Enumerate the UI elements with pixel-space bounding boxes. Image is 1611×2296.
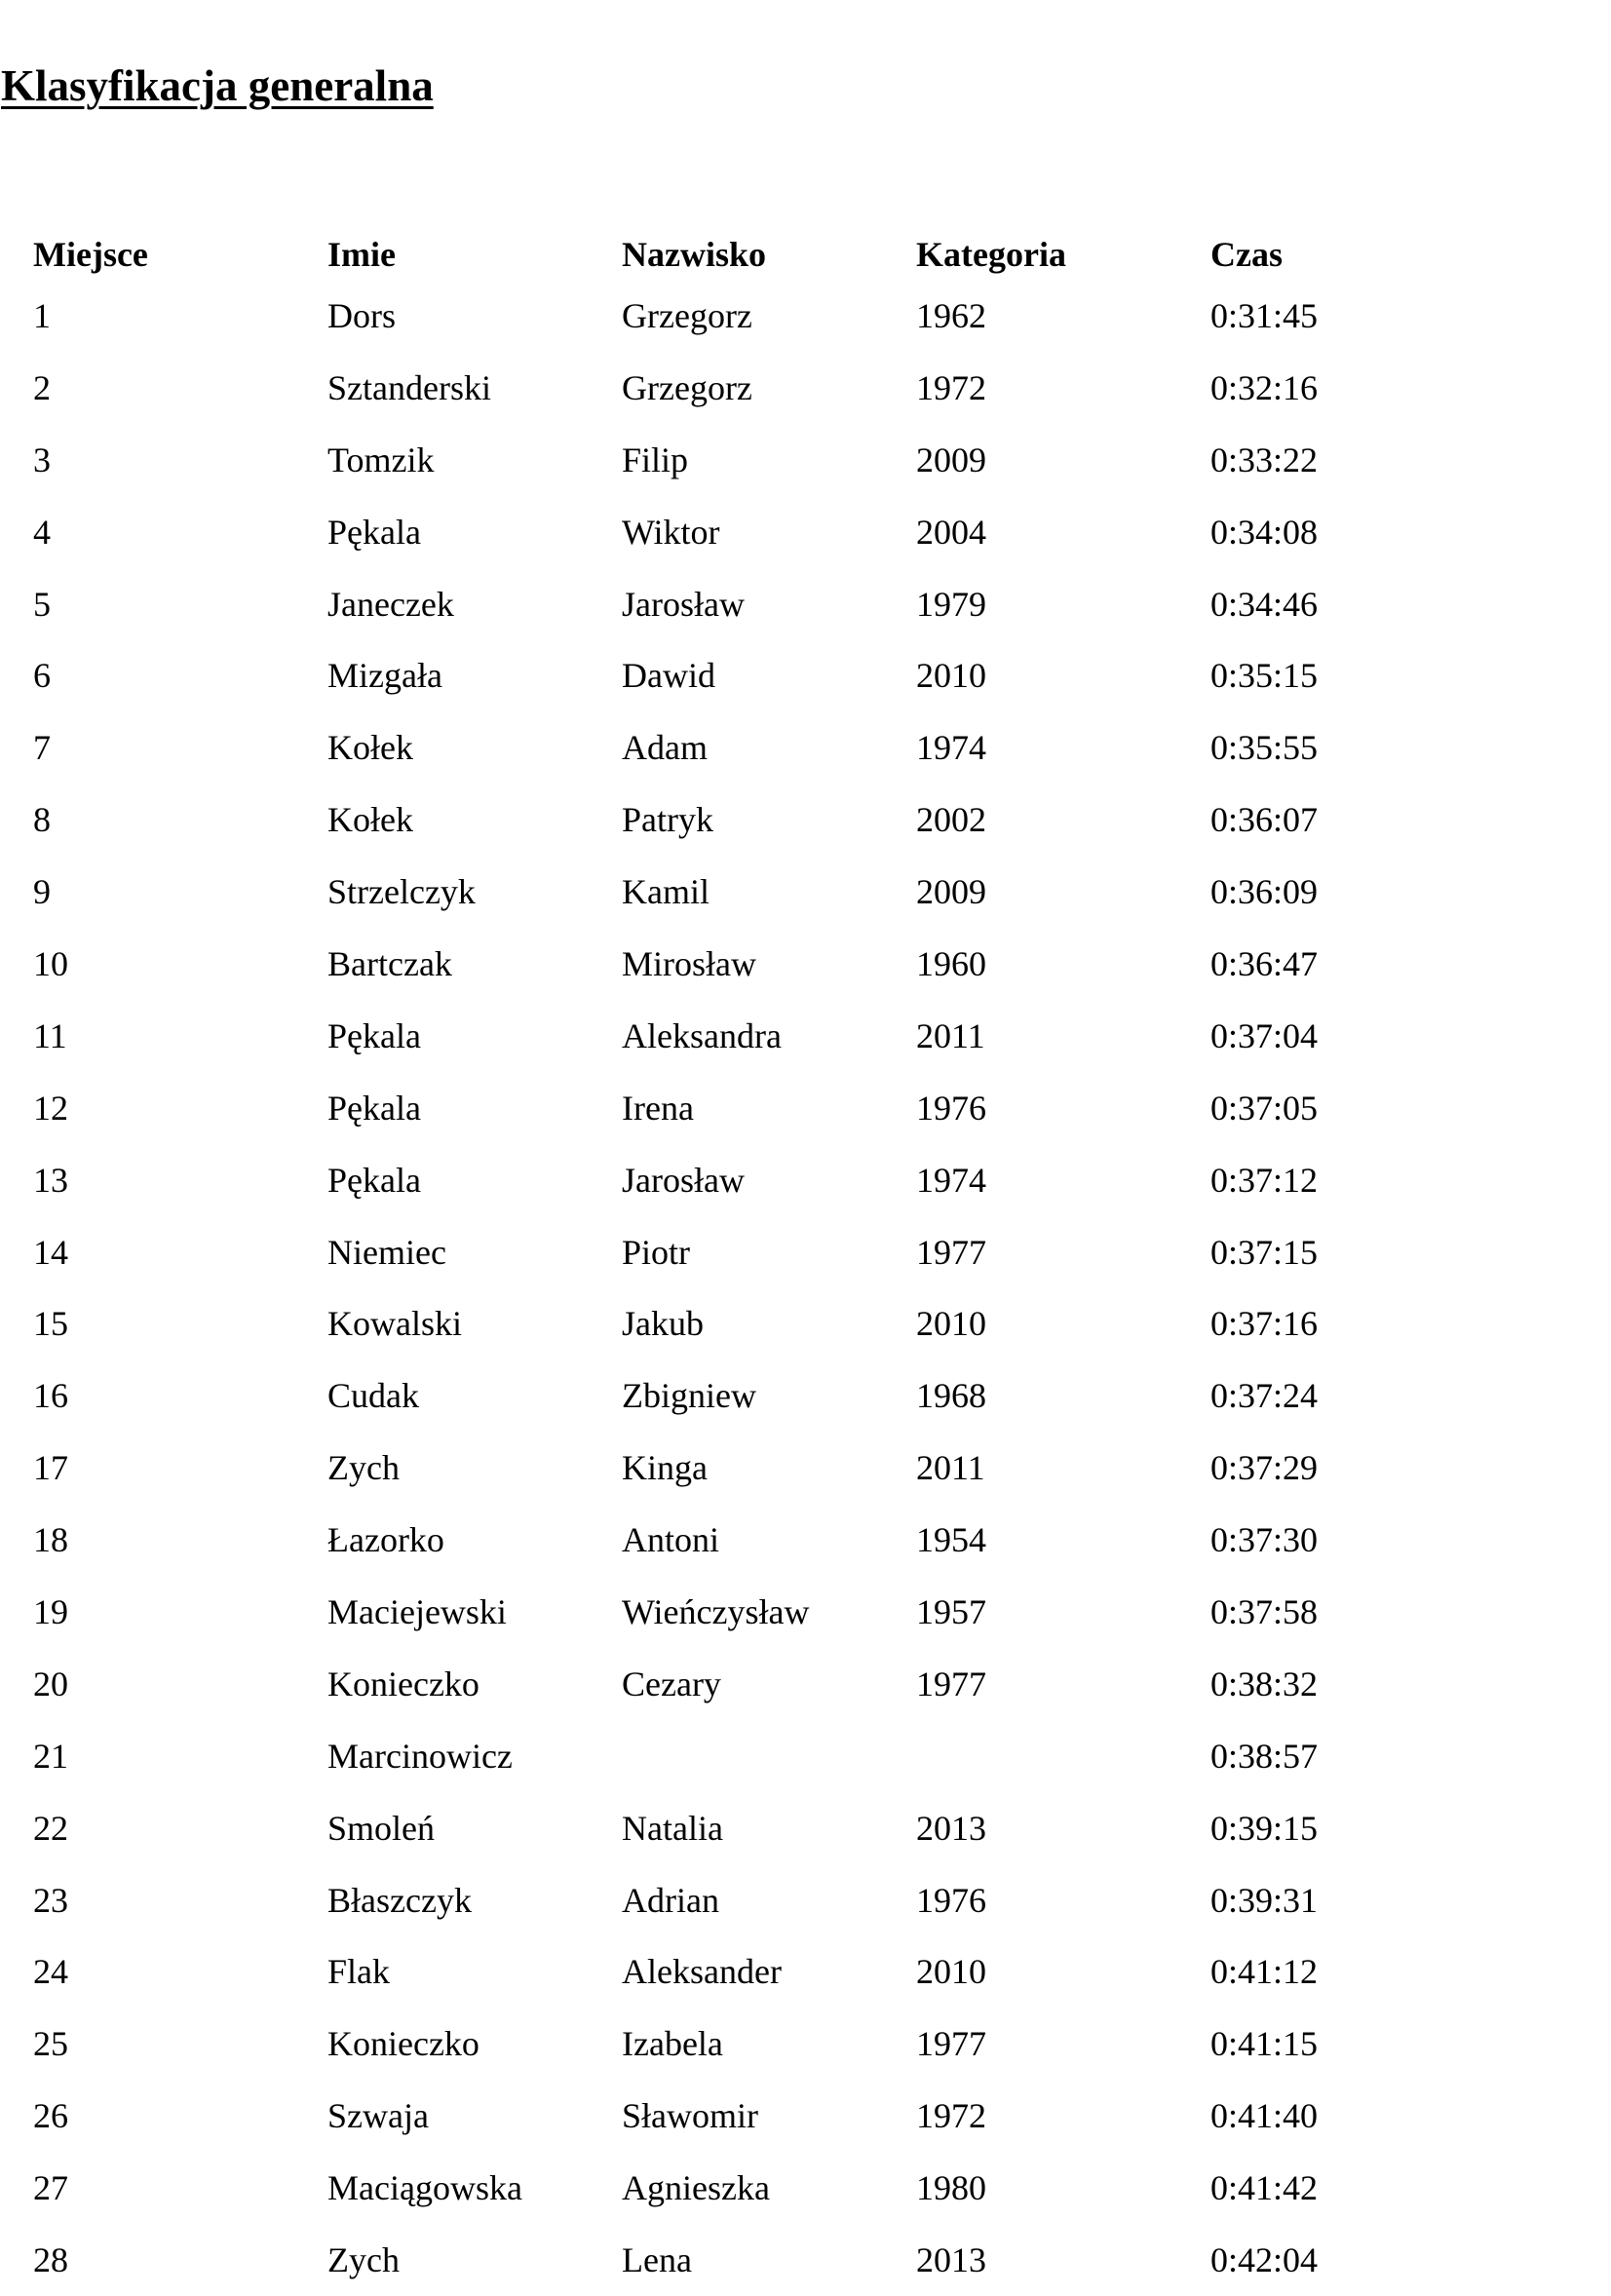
cell-kategoria: 1977 bbox=[916, 1232, 986, 1272]
cell-kategoria: 1954 bbox=[916, 1520, 986, 1560]
cell-kategoria: 1974 bbox=[916, 1160, 986, 1200]
cell-imie: Maciejewski bbox=[327, 1591, 507, 1631]
table-row bbox=[33, 1864, 1398, 1936]
table-row bbox=[33, 1144, 1398, 1216]
cell-kategoria: 2002 bbox=[916, 800, 986, 840]
cell-miejsce: 9 bbox=[33, 872, 51, 912]
cell-czas: 0:36:07 bbox=[1210, 800, 1319, 840]
header-imie: Imie bbox=[327, 234, 396, 274]
cell-miejsce: 15 bbox=[33, 1304, 68, 1344]
header-row bbox=[33, 224, 1398, 280]
cell-czas: 0:34:08 bbox=[1210, 512, 1319, 552]
table-row bbox=[33, 928, 1398, 1000]
cell-miejsce: 21 bbox=[33, 1736, 68, 1776]
header-miejsce: Miejsce bbox=[33, 234, 148, 274]
cell-miejsce: 23 bbox=[33, 1880, 68, 1920]
cell-imie: Konieczko bbox=[327, 1664, 479, 1703]
cell-miejsce: 3 bbox=[33, 440, 51, 479]
table-row bbox=[33, 1648, 1398, 1720]
cell-kategoria: 2011 bbox=[916, 1015, 985, 1055]
cell-czas: 0:41:15 bbox=[1210, 2024, 1319, 2064]
table-row bbox=[33, 1935, 1398, 2008]
cell-miejsce: 5 bbox=[33, 584, 51, 624]
header-kategoria: Kategoria bbox=[916, 234, 1066, 274]
cell-kategoria: 2009 bbox=[916, 440, 986, 479]
cell-kategoria: 2011 bbox=[916, 1448, 985, 1488]
cell-nazwisko: Aleksandra bbox=[622, 1015, 782, 1055]
cell-miejsce: 14 bbox=[33, 1232, 68, 1272]
cell-nazwisko: Antoni bbox=[622, 1520, 720, 1560]
cell-miejsce: 16 bbox=[33, 1376, 68, 1416]
cell-nazwisko: Aleksander bbox=[622, 1952, 782, 1992]
cell-czas: 0:39:15 bbox=[1210, 1808, 1319, 1848]
cell-nazwisko: Zbigniew bbox=[622, 1376, 756, 1416]
table-row bbox=[33, 856, 1398, 928]
cell-nazwisko: Jarosław bbox=[622, 584, 745, 624]
cell-nazwisko bbox=[622, 1720, 916, 1792]
cell-nazwisko: Sławomir bbox=[622, 2096, 758, 2136]
table-row bbox=[33, 1504, 1398, 1576]
cell-nazwisko: Patryk bbox=[622, 800, 713, 840]
cell-imie: Kołek bbox=[327, 800, 413, 840]
cell-czas: 0:38:57 bbox=[1210, 1736, 1319, 1776]
cell-miejsce: 26 bbox=[33, 2096, 68, 2136]
cell-nazwisko: Kinga bbox=[622, 1448, 708, 1488]
cell-nazwisko: Grzegorz bbox=[622, 367, 752, 407]
cell-nazwisko: Izabela bbox=[622, 2024, 723, 2064]
cell-nazwisko: Dawid bbox=[622, 656, 715, 696]
cell-nazwisko: Natalia bbox=[622, 1808, 723, 1848]
cell-czas: 0:37:15 bbox=[1210, 1232, 1319, 1272]
cell-czas: 0:41:12 bbox=[1210, 1952, 1319, 1992]
table-row bbox=[33, 639, 1398, 711]
table-row bbox=[33, 568, 1398, 640]
table-row bbox=[33, 1576, 1398, 1648]
cell-imie: Niemiec bbox=[327, 1232, 446, 1272]
table-row bbox=[33, 1072, 1398, 1144]
cell-nazwisko: Piotr bbox=[622, 1232, 691, 1272]
cell-imie: Janeczek bbox=[327, 584, 454, 624]
cell-imie: Łazorko bbox=[327, 1520, 444, 1560]
cell-miejsce: 2 bbox=[33, 367, 51, 407]
cell-kategoria: 2004 bbox=[916, 512, 986, 552]
cell-imie: Pękala bbox=[327, 1015, 421, 1055]
table-row bbox=[33, 711, 1398, 784]
cell-imie: Zych bbox=[327, 1448, 400, 1488]
cell-czas: 0:37:12 bbox=[1210, 1160, 1319, 1200]
cell-czas: 0:38:32 bbox=[1210, 1664, 1319, 1703]
cell-miejsce: 12 bbox=[33, 1088, 68, 1128]
cell-kategoria: 2009 bbox=[916, 872, 986, 912]
table-row bbox=[33, 1720, 1398, 1792]
table-row bbox=[33, 496, 1398, 568]
cell-imie: Kowalski bbox=[327, 1304, 462, 1344]
cell-czas: 0:33:22 bbox=[1210, 440, 1319, 479]
cell-miejsce: 8 bbox=[33, 800, 51, 840]
cell-czas: 0:36:47 bbox=[1210, 943, 1319, 983]
cell-imie: Strzelczyk bbox=[327, 872, 476, 912]
cell-miejsce: 4 bbox=[33, 512, 51, 552]
cell-czas: 0:37:24 bbox=[1210, 1376, 1319, 1416]
table-row bbox=[33, 1000, 1398, 1072]
cell-imie: Maciągowska bbox=[327, 2168, 522, 2208]
cell-miejsce: 28 bbox=[33, 2239, 68, 2279]
cell-imie: Cudak bbox=[327, 1376, 419, 1416]
results-table bbox=[33, 224, 1398, 2296]
cell-miejsce: 1 bbox=[33, 295, 51, 335]
cell-imie: Konieczko bbox=[327, 2024, 479, 2064]
cell-nazwisko: Mirosław bbox=[622, 943, 756, 983]
header-nazwisko: Nazwisko bbox=[622, 234, 767, 274]
table-row bbox=[33, 2152, 1398, 2224]
cell-kategoria: 2010 bbox=[916, 656, 986, 696]
cell-kategoria: 1979 bbox=[916, 584, 986, 624]
cell-imie: Błaszczyk bbox=[327, 1880, 472, 1920]
cell-imie: Szwaja bbox=[327, 2096, 429, 2136]
table-row bbox=[33, 1216, 1398, 1288]
cell-miejsce: 11 bbox=[33, 1015, 67, 1055]
cell-imie: Bartczak bbox=[327, 943, 452, 983]
cell-kategoria: 1980 bbox=[916, 2168, 986, 2208]
results-body bbox=[33, 280, 1398, 2296]
table-row bbox=[33, 280, 1398, 352]
cell-kategoria: 1977 bbox=[916, 2024, 986, 2064]
table-row bbox=[33, 784, 1398, 856]
cell-czas: 0:31:45 bbox=[1210, 295, 1319, 335]
cell-kategoria: 1976 bbox=[916, 1088, 986, 1128]
cell-imie: Pękala bbox=[327, 1160, 421, 1200]
cell-kategoria: 1962 bbox=[916, 295, 986, 335]
header-czas: Czas bbox=[1210, 234, 1283, 274]
cell-nazwisko: Adam bbox=[622, 728, 708, 768]
cell-nazwisko: Jakub bbox=[622, 1304, 704, 1344]
cell-nazwisko: Wiktor bbox=[622, 512, 720, 552]
cell-imie: Flak bbox=[327, 1952, 391, 1992]
cell-miejsce: 19 bbox=[33, 1591, 68, 1631]
cell-miejsce: 17 bbox=[33, 1448, 68, 1488]
table-row bbox=[33, 1359, 1398, 1432]
cell-imie: Smoleń bbox=[327, 1808, 436, 1848]
cell-imie: Pękala bbox=[327, 512, 421, 552]
cell-kategoria: 2010 bbox=[916, 1304, 986, 1344]
cell-czas: 0:34:46 bbox=[1210, 584, 1319, 624]
cell-czas: 0:37:16 bbox=[1210, 1304, 1319, 1344]
table-row bbox=[33, 424, 1398, 496]
cell-nazwisko: Lena bbox=[622, 2239, 692, 2279]
cell-nazwisko: Jarosław bbox=[622, 1160, 745, 1200]
cell-czas: 0:35:55 bbox=[1210, 728, 1319, 768]
cell-nazwisko: Wieńczysław bbox=[622, 1591, 810, 1631]
cell-miejsce: 6 bbox=[33, 656, 51, 696]
cell-czas: 0:37:05 bbox=[1210, 1088, 1319, 1128]
cell-nazwisko: Adrian bbox=[622, 1880, 719, 1920]
cell-imie: Tomzik bbox=[327, 440, 435, 479]
cell-miejsce: 10 bbox=[33, 943, 68, 983]
table-row bbox=[33, 1432, 1398, 1504]
cell-czas: 0:36:09 bbox=[1210, 872, 1319, 912]
cell-nazwisko: Grzegorz bbox=[622, 295, 752, 335]
cell-nazwisko: Filip bbox=[622, 440, 689, 479]
cell-miejsce: 13 bbox=[33, 1160, 68, 1200]
cell-kategoria bbox=[916, 1720, 1210, 1792]
table-row bbox=[33, 1792, 1398, 1864]
cell-miejsce: 25 bbox=[33, 2024, 68, 2064]
cell-kategoria: 1972 bbox=[916, 2096, 986, 2136]
cell-kategoria: 2013 bbox=[916, 1808, 986, 1848]
cell-czas: 0:37:29 bbox=[1210, 1448, 1319, 1488]
cell-kategoria: 1957 bbox=[916, 1591, 986, 1631]
table-row bbox=[33, 1287, 1398, 1359]
cell-czas: 0:39:31 bbox=[1210, 1880, 1319, 1920]
cell-czas: 0:37:58 bbox=[1210, 1591, 1319, 1631]
cell-czas: 0:37:30 bbox=[1210, 1520, 1319, 1560]
cell-imie: Marcinowicz bbox=[327, 1736, 513, 1776]
table-row bbox=[33, 2224, 1398, 2296]
cell-miejsce: 27 bbox=[33, 2168, 68, 2208]
cell-miejsce: 18 bbox=[33, 1520, 68, 1560]
cell-kategoria: 1960 bbox=[916, 943, 986, 983]
cell-czas: 0:37:04 bbox=[1210, 1015, 1319, 1055]
cell-czas: 0:41:42 bbox=[1210, 2168, 1319, 2208]
page-title: Klasyfikacja generalna bbox=[1, 61, 434, 110]
cell-nazwisko: Agnieszka bbox=[622, 2168, 770, 2208]
cell-nazwisko: Irena bbox=[622, 1088, 694, 1128]
cell-imie: Pękala bbox=[327, 1088, 421, 1128]
cell-czas: 0:41:40 bbox=[1210, 2096, 1319, 2136]
cell-imie: Zych bbox=[327, 2239, 400, 2279]
cell-miejsce: 24 bbox=[33, 1952, 68, 1992]
cell-miejsce: 20 bbox=[33, 1664, 68, 1703]
cell-kategoria: 1976 bbox=[916, 1880, 986, 1920]
cell-kategoria: 2010 bbox=[916, 1952, 986, 1992]
cell-nazwisko: Kamil bbox=[622, 872, 710, 912]
cell-kategoria: 1977 bbox=[916, 1664, 986, 1703]
cell-imie: Kołek bbox=[327, 728, 413, 768]
table-row bbox=[33, 352, 1398, 424]
cell-czas: 0:42:04 bbox=[1210, 2239, 1319, 2279]
cell-kategoria: 1972 bbox=[916, 367, 986, 407]
cell-nazwisko: Cezary bbox=[622, 1664, 721, 1703]
cell-czas: 0:32:16 bbox=[1210, 367, 1319, 407]
cell-imie: Sztanderski bbox=[327, 367, 491, 407]
cell-miejsce: 7 bbox=[33, 728, 51, 768]
table-row bbox=[33, 2008, 1398, 2080]
cell-imie: Mizgała bbox=[327, 656, 442, 696]
cell-kategoria: 1974 bbox=[916, 728, 986, 768]
cell-czas: 0:35:15 bbox=[1210, 656, 1319, 696]
cell-miejsce: 22 bbox=[33, 1808, 68, 1848]
cell-imie: Dors bbox=[327, 295, 396, 335]
cell-kategoria: 2013 bbox=[916, 2239, 986, 2279]
table-row bbox=[33, 2080, 1398, 2152]
cell-kategoria: 1968 bbox=[916, 1376, 986, 1416]
